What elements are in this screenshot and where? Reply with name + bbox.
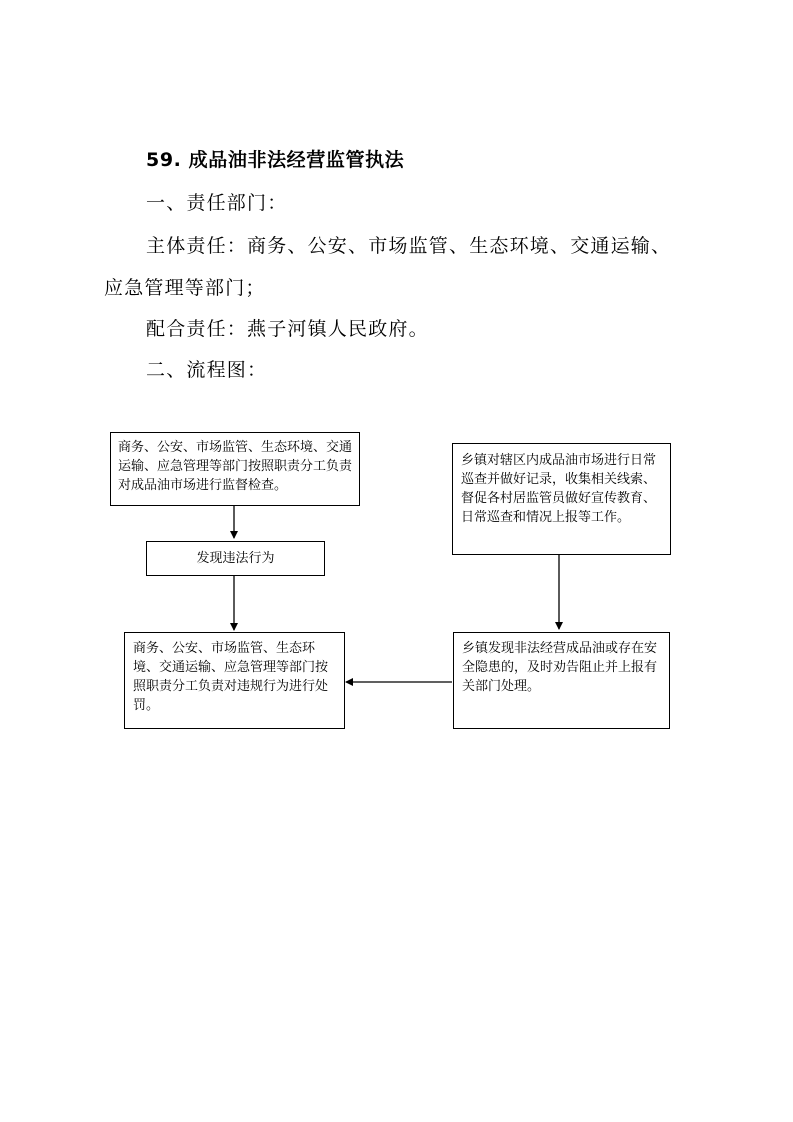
box-departments-inspect: 商务、公安、市场监管、生态环境、交通运输、应急管理等部门按照职责分工负责对成品油市场进行监督检查。 bbox=[110, 432, 360, 506]
box-town-report: 乡镇发现非法经营成品油或存在安全隐患的，及时劝告阻止并上报有关部门处理。 bbox=[453, 632, 670, 729]
section-heading-departments: 一、责任部门： bbox=[146, 192, 288, 214]
box-departments-punish: 商务、公安、市场监管、生态环境、交通运输、应急管理等部门按照职责分工负责对违规行为进行处罚。 bbox=[124, 632, 345, 729]
page-title: 59. 成品油非法经营监管执法 bbox=[146, 149, 405, 171]
main-responsibility-line-2: 应急管理等部门； bbox=[104, 277, 266, 299]
box-find-violation: 发现违法行为 bbox=[146, 541, 325, 576]
box-town-patrol: 乡镇对辖区内成品油市场进行日常巡查并做好记录，收集相关线索、督促各村居监管员做好宣传教育、日常巡查和情况上报等工作。 bbox=[452, 443, 671, 555]
section-heading-flowchart: 二、流程图： bbox=[146, 359, 268, 381]
cooperating-responsibility: 配合责任：燕子河镇人民政府。 bbox=[146, 318, 429, 340]
main-responsibility-line-1: 主体责任：商务、公安、市场监管、生态环境、交通运输、 bbox=[146, 235, 672, 257]
